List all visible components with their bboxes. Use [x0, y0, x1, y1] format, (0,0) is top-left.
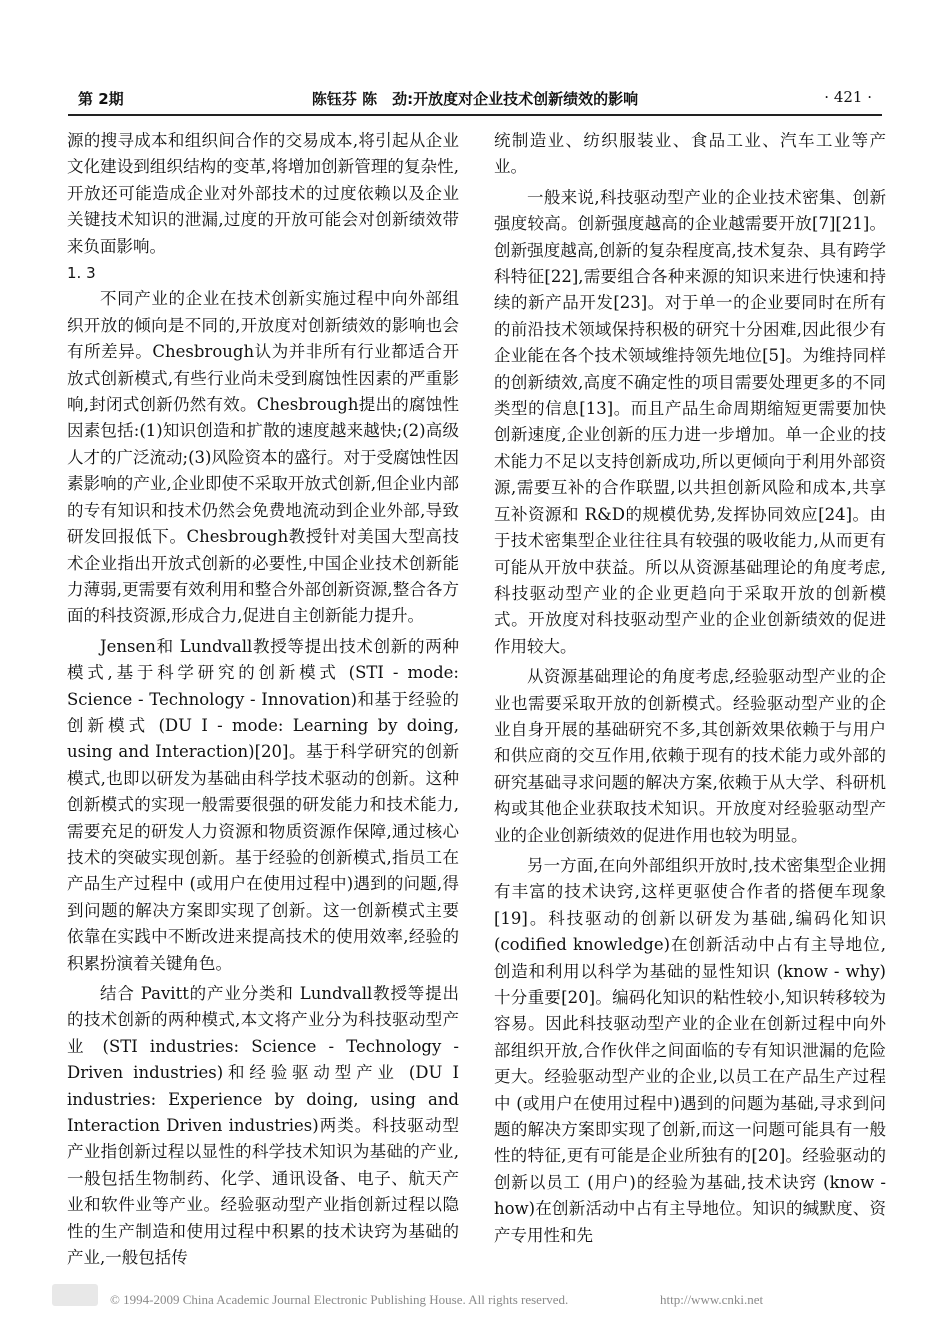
paragraph: 另一方面,在向外部组织开放时,技术密集型企业拥有丰富的技术诀窍,这样更驱使合作者的搭便车现象[19]。科技驱动的创新以研发为基础,编码化知识 (codified knowledge)在创新活动中占有主导地位,创造和利用以科学为基础的显性知识 (know - why)十分重要[20]。编码化知识的粘性较小,知识转移较为容易。因此科技驱动型产业的企业在创新过程中向外部组织开放,合作伙伴之间面临的专有知识泄漏的危险更大。经验驱动型产业的企业,以员工在产品生产过程中 (或用户在使用过程中)遇到的问题为基础,寻求到问题的解决方案即实现了创新,而这一问题可能具有一般性的特征,更有可能是企业所独有的[20]。经验驱动的创新以员工 (用户)的经验为基础,技术诀窍 (know - how)在创新活动中占有主导地位。知识的缄默度、资产专用性和先 — [494, 855, 886, 1245]
footer — [0, 1290, 950, 1310]
copyright-notice: © 1994-2009 China Academic Journal Electronic Publishing House. All rights reserved. — [110, 1292, 569, 1307]
issue-number: 第 2期 — [78, 90, 124, 108]
footer-link[interactable]: http://www.cnki.net — [660, 1292, 764, 1307]
paragraph: 一般来说,科技驱动型产业的企业技术密集、创新强度较高。创新强度越高的企业越需要开放[7][21]。创新强度越高,创新的复杂程度高,技术复杂、具有跨学科特征[22],需要组合各种来源的知识来进行快速和持续的新产品开发[23]。对于单一的企业要同时在所有的前沿技术领域保持积极的研究十分困难,因此很少有企业能在各个技术领域维持领先地位[5]。为维持同样的创新绩效,高度不确定性的项目需要处理更多的不同类型的信息[13]。而且产品生命周期缩短更需要加快创新速度,企业创新的压力进一步增加。单一企业的技术能力不足以支持创新成功,所以更倾向于利用外部资源,需要互补的合作联盟,以共担创新风险和成本,共享互补资源和 R&D的规模优势,发挥协同效应[24]。由于技术密集型企业往往具有较强的吸收能力,从而更有可能从开放中获益。所以从资源基础理论的角度考虑,科技驱动型产业的企业更趋向于采取开放的创新模式。开放度对科技驱动型产业的企业创新绩效的促进作用较大。 — [494, 187, 886, 656]
paragraph: 不同产业的企业在技术创新实施过程中向外部组织开放的倾向是不同的,开放度对创新绩效的影响也会有所差异。Chesbrough认为并非所有行业都适合开放式创新模式,有些行业尚未受到腐蚀性因素的严重影响,封闭式创新仍然有效。Chesbrough提出的腐蚀性因素包括:(1)知识创造和扩散的速度越来越快;(2)高级人才的广泛流动;(3)风险资本的盛行。对于受腐蚀性因素影响的产业,企业即使不采取开放式创新,但企业内部的专有知识和技术仍然会免费地流动到企业外部,导致研发回报低下。Chesbrough教授针对美国大型高技术企业指出开放式创新的必要性,中国企业技术创新能力薄弱,更需要有效利用和整合外部创新资源,整合各方面的科技资源,形成合力,促进自主创新能力提升。 — [67, 289, 459, 626]
paragraph: Jensen和 Lundvall教授等提出技术创新的两种模式,基于科学研究的创新模式 (STI - mode: Science - Technology - Innovation)和基于经验的创新模式 (DU I - mode: Learning by doing, using and Interaction)[20]。基于科学研究的创新模式,也即以研发为基础由科学技术驱动的创新。这种创新模式的实现一般需要很强的研发能力和技术能力,需要充足的研发人力资源和物质资源作保障,通过核心技术的突破实现创新。基于经验的创新模式,指员工在产品生产过程中 (或用户在使用过程中)遇到的问题,得到问题的解决方案即实现了创新。这一创新模式主要依靠在实践中不断改进来提高技术的使用效率,经验的积累扮演着关键角色。 — [67, 636, 459, 973]
left-column — [67, 128, 459, 1271]
section-heading: 1. 3 — [67, 264, 96, 283]
paragraph: 从资源基础理论的角度考虑,经验驱动型产业的企业也需要采取开放的创新模式。经验驱动型产业的企业自身开展的基础研究不多,其创新效果依赖于与用户和供应商的交互作用,依赖于现有的技术能力或外部的研究基础寻求问题的解决方案,依赖于从大学、科研机构或其他企业获取技术知识。开放度对经验驱动型产业的企业创新绩效的促进作用也较为明显。 — [494, 667, 886, 845]
paragraph: 统制造业、纺织服装业、食品工业、汽车工业等产业。 — [494, 131, 886, 177]
right-column — [494, 128, 886, 1249]
paragraph: 源的搜寻成本和组织间合作的交易成本,将引起从企业文化建设到组织结构的变革,将增加创新管理的复杂性,开放还可能造成企业对外部技术的过度依赖以及企业关键技术知识的泄漏,过度的开放可能会对创新绩效带来负面影响。 — [67, 131, 459, 256]
page-number: · 421 · — [824, 88, 872, 106]
running-title: 陈钰芬 陈 劲:开放度对企业技术创新绩效的影响 — [311, 90, 639, 108]
header-rule — [68, 114, 882, 116]
running-header — [68, 84, 882, 110]
paragraph: 结合 Pavitt的产业分类和 Lundvall教授等提出的技术创新的两种模式,本文将产业分为科技驱动型产业 (STI industries: Science - Technology - Driven industries)和经验驱动型产业 (DU I industries: Experience by doing, using and Interaction Driven industries)两类。科技驱动型产业指创新过程以显性的科学技术知识为基础的产业,一般包括生物制药、化学、通讯设备、电子、航天产业和软件业等产业。经验驱动型产业指创新过程以隐性的生产制造和使用过程中积累的技术诀窍为基础的产业,一般包括传 — [67, 984, 459, 1268]
publisher-logo — [52, 1284, 98, 1306]
